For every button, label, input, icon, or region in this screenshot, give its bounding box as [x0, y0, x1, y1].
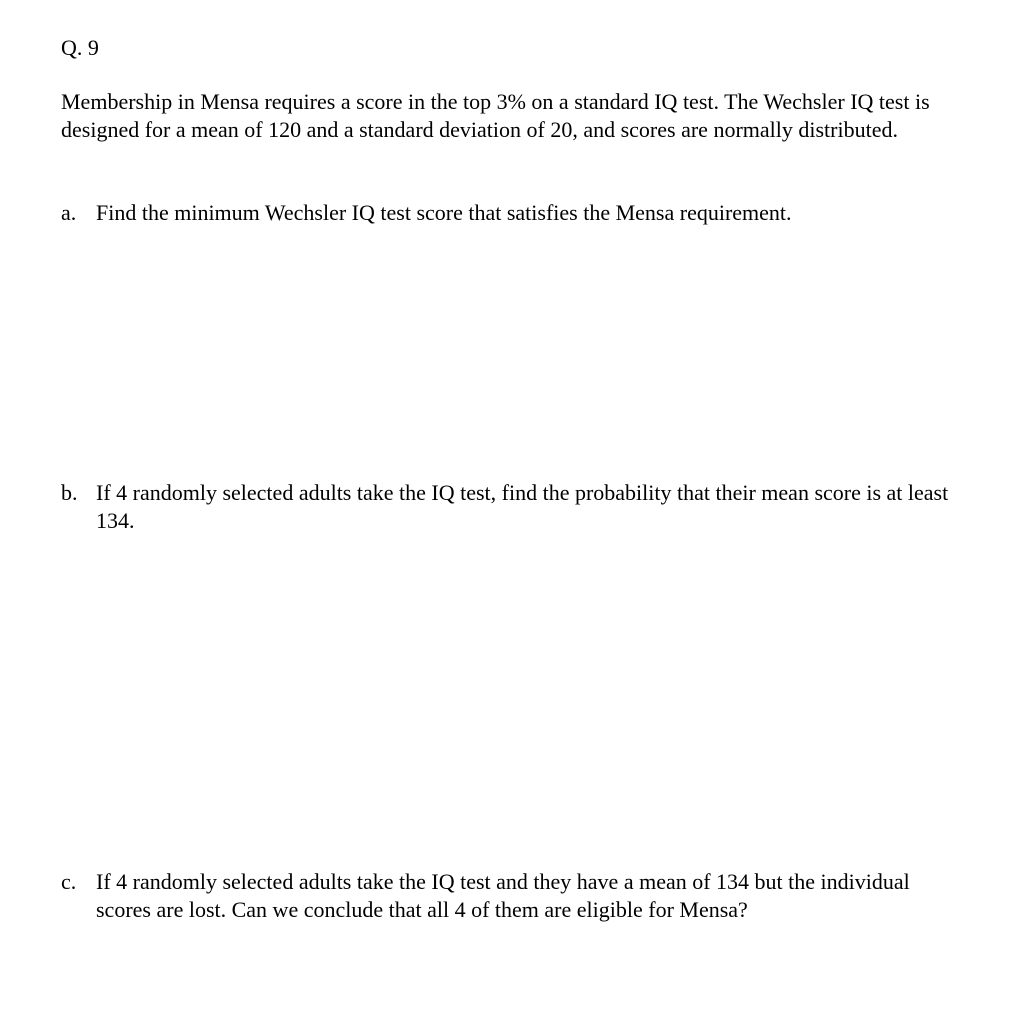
part-b-text: If 4 randomly selected adults take the IQ test, find the probability that their mean score is at least 134. [96, 480, 949, 533]
part-a-text: Find the minimum Wechsler IQ test score that satisfies the Mensa requirement. [96, 200, 792, 225]
part-c-label: c. [61, 869, 77, 894]
part-a [61, 199, 961, 229]
part-a-label: a. [61, 200, 77, 225]
part-c [61, 868, 961, 926]
question-intro: Membership in Mensa requires a score in the top 3% on a standard IQ test. The Wechsler IQ test is designed for a mean of 120 and a standard deviation of 20, and scores are normally distributed. [61, 89, 930, 142]
part-b [61, 479, 961, 537]
question-number: Q. 9 [61, 35, 99, 60]
part-c-text: If 4 randomly selected adults take the IQ test and they have a mean of 134 but the individual scores are lost. Can we conclude that all 4 of them are eligible for Mensa? [96, 869, 910, 922]
part-b-label: b. [61, 480, 78, 505]
